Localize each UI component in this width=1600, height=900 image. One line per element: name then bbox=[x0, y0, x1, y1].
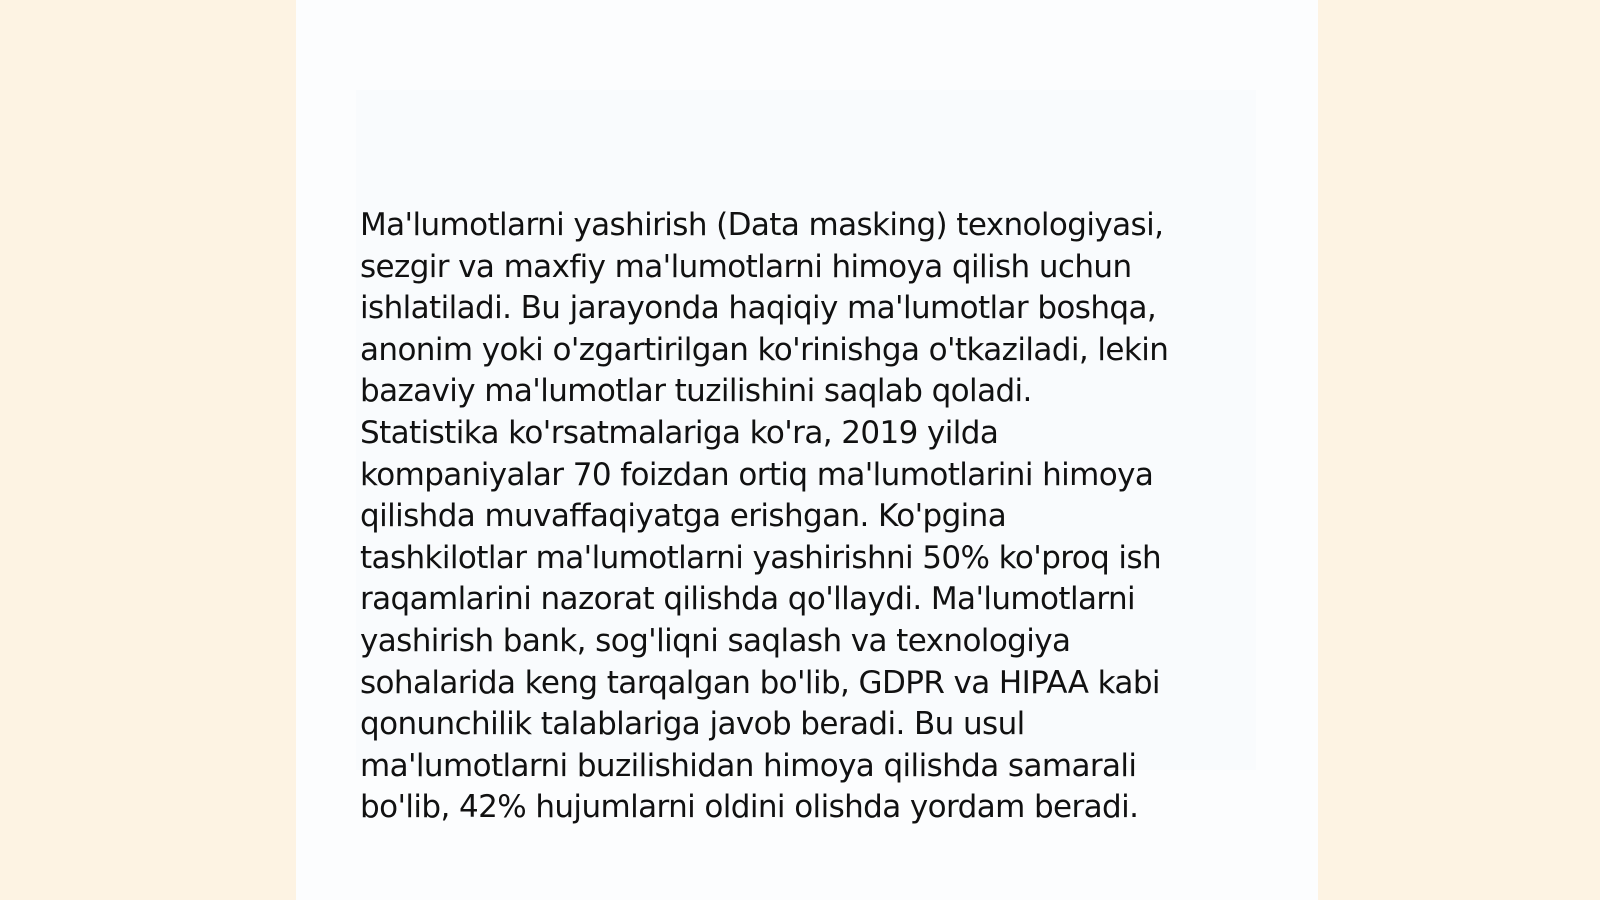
body-paragraph: Ma'lumotlarni yashirish (Data masking) texnologiyasi, sezgir va maxfiy ma'lumotlarni himoya qilish uchun ishlatiladi. Bu jarayonda haqiqiy ma'lumotlar boshqa, anonim yoki o'zgartirilgan ko'rinishga o'tkaziladi, lekin bazaviy ma'lumotlar tuzilishini saqlab qoladi. Statistika ko'rsatmalariga ko'ra, 2019 yilda kompaniyalar 70 foizdan ortiq ma'lumotlarini himoya qilishda muvaffaqiyatga erishgan. Ko'pgina tashkilotlar ma'lumotlarni yashirishni 50% ko'proq ish raqamlarini nazorat qilishda qo'llaydi. Ma'lumotlarni yashirish bank, sog'liqni saqlash va texnologiya sohalarida keng tarqalgan bo'lib, GDPR va HIPAA kabi qonunchilik talablariga javob beradi. Bu usul ma'lumotlarni buzilishidan himoya qilishda samarali bo'lib, 42% hujumlarni oldini olishda yordam beradi. bbox=[360, 207, 1169, 826]
document-page bbox=[296, 0, 1318, 900]
right-margin-panel bbox=[1318, 0, 1600, 900]
left-margin-panel bbox=[0, 0, 296, 900]
